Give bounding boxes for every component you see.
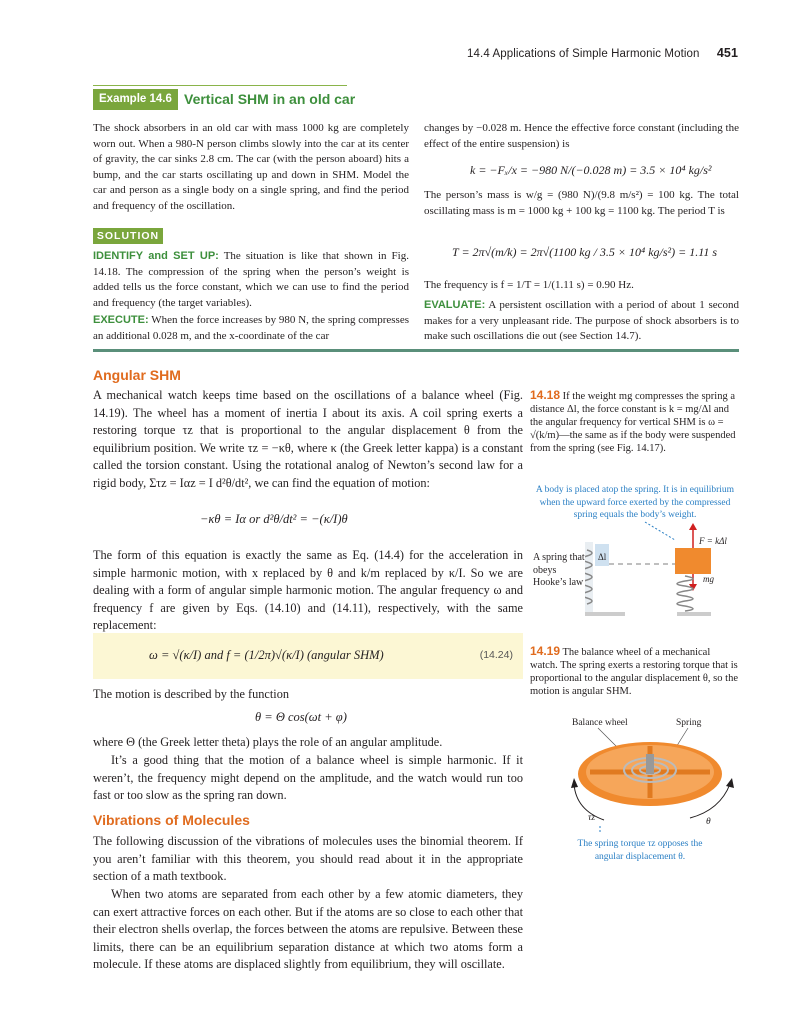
equation-theta: θ = Θ cos(ωt + φ) — [255, 710, 347, 724]
evaluate-text: A persistent oscillation with a period of about 1 second makes for a very unpleasant ride. The purpose of shock absorbers is to make such oscillations die out (see Section 14.7). — [424, 299, 739, 343]
fig-14-19-note: The spring torque τz opposes the angular displacement θ. — [577, 839, 703, 862]
example-end-rule — [93, 349, 739, 352]
molecules-paragraph-1: The following discussion of the vibrations of molecules uses the binomial theorem. If you aren’t familiar with this theorem, you should read about it in the appropriate section of a math textbook. — [93, 834, 523, 884]
fig-14-19-caption — [530, 645, 740, 698]
example-right-text-3: The frequency is f = 1/T = 1/(1.11 s) = 0.90 Hz. — [424, 279, 634, 291]
balance-wheel-label: Balance wheel — [572, 718, 628, 728]
note-pointer-line — [645, 522, 675, 540]
force-label: F = kΔl — [699, 536, 727, 546]
equation-motion: −κθ = Iα or d²θ/dt² = −(κ/I)θ — [200, 512, 348, 526]
fig-14-18-diagram — [585, 520, 745, 620]
fig-14-18-caption-text: If the weight mg compresses the spring a distance Δl, the force constant is k = mg/Δl and the angular frequency for vertical SHM is ω = √(k/m)—the same as if the body were suspended from the spring (see Fig. 14.17). — [530, 391, 736, 454]
execute-paragraph — [93, 313, 409, 344]
theta-label: θ — [706, 817, 711, 827]
spring-right-coil — [677, 576, 693, 611]
identify-label: IDENTIFY and SET UP: — [93, 250, 219, 262]
example-right-text-1: changes by −0.028 m. Hence the effective force constant (including the effect of the entire suspension) is — [424, 122, 739, 150]
page-number: 451 — [716, 46, 738, 60]
equation-k: k = −Fₓ/x = −980 N/(−0.028 m) = 3.5 × 10⁴ kg/s² — [470, 163, 712, 177]
spring-left-base — [585, 612, 625, 616]
fig-14-19-caption-text: The balance wheel of a mechanical watch. The spring exerts a restoring torque that is proportional to the angular displacement θ, so the motion is angular SHM. — [530, 647, 738, 697]
section-heading-angular-shm: Angular SHM — [93, 367, 181, 383]
angular-paragraph-5: It’s a good thing that the motion of a balance wheel is simple harmonic. If it weren’t, the frequency might depend on the amplitude, and the watch would run too fast or too slow as the spring ran down. — [93, 753, 523, 803]
equation-number: (14.24) — [479, 649, 513, 661]
wheel-leader-line — [598, 728, 618, 748]
fig-14-19-number: 14.19 — [530, 644, 561, 658]
wheel-axle — [646, 754, 654, 774]
running-head — [467, 46, 738, 60]
fig-14-18-number: 14.18 — [530, 388, 561, 402]
fig-14-18-spring-label: A spring that obeys Hooke’s law — [533, 552, 585, 588]
equation-T: T = 2π√(m/k) = 2π√(1100 kg / 3.5 × 10⁴ kg/s²) = 1.11 s — [452, 245, 718, 259]
example-problem: The shock absorbers in an old car with mass 1000 kg are completely worn out. When a 980-N person climbs slowly into the car at its center of gravity, the car sinks 2.8 cm. The car (with the person aboard) hits a bump, and the car starts oscillating up and down in SHM. Model the car and person as a single body on a single spring, and find the period and frequency of the oscillation. — [93, 122, 409, 212]
force-arrow-up-head — [689, 523, 697, 530]
theta-arrow-head — [726, 778, 734, 788]
solution-label: SOLUTION — [93, 228, 163, 244]
evaluate-label: EVALUATE: — [424, 299, 486, 311]
block — [675, 548, 711, 574]
weight-label: mg — [703, 574, 714, 584]
section-heading-molecules: Vibrations of Molecules — [93, 812, 250, 828]
fig-14-19-diagram — [560, 714, 740, 834]
fig-14-18-note: A body is placed atop the spring. It is in equilibrium when the upward force exerted by the compressed spring equals the body’s weight. — [535, 485, 735, 520]
execute-label: EXECUTE: — [93, 314, 149, 326]
angular-paragraph-4: where Θ (the Greek letter theta) plays the role of an angular amplitude. — [93, 735, 443, 749]
tau-label: τz — [588, 813, 596, 823]
identify-paragraph — [93, 249, 409, 311]
equation-angular-shm: ω = √(κ/I) and f = (1/2π)√(κ/I) (angular SHM) — [149, 648, 384, 662]
example-label: Example 14.6 — [93, 89, 178, 110]
example-right-text-2: The person’s mass is w/g = (980 N)/(9.8 m/s²) = 100 kg. The total oscillating mass is m = 1000 kg + 100 kg = 1100 kg. The period T is — [424, 189, 739, 217]
identify-text: The situation is like that shown in Fig. 14.18. The compression of the spring when the person’s weight is added tells us the force constant, which we can use to find the period and frequency (the target variables). — [93, 250, 409, 309]
fig-14-18-caption — [530, 389, 740, 455]
torque-arrow-head — [571, 778, 578, 788]
evaluate-paragraph — [424, 298, 739, 345]
execute-text: When the force increases by 980 N, the spring compresses an additional 0.028 m, and the x-coordinate of the car — [93, 314, 409, 342]
example-title: Vertical SHM in an old car — [184, 91, 356, 107]
molecules-paragraph-2: When two atoms are separated from each other by a few atomic diameters, they can exert attractive forces on each other. But if the atoms are so close to each other that their electron shells overlap, the forces between the atoms are repulsive. Between these limits, there can be an equilibrium separation distance at which two atoms form a molecule. If these atoms are displaced slightly from equilibrium, they will oscillate. — [93, 887, 523, 972]
angular-paragraph-2: The form of this equation is exactly the same as Eq. (14.4) for the acceleration in simple harmonic motion, with x replaced by θ and k/m replaced by κ/I. So we are dealing with a form of angular simple harmonic motion. The angular frequency ω and frequency f are given by Eqs. (14.10) and (14.11), respectively, with the same replacement: — [93, 548, 523, 633]
delta-l-label: Δl — [598, 552, 607, 562]
equation-box — [93, 633, 523, 679]
angular-paragraph-3: The motion is described by the function — [93, 687, 290, 701]
angular-paragraph-1: A mechanical watch keeps time based on the oscillations of a balance wheel (Fig. 14.19). The wheel has a moment of inertia I about its axis. A coil spring exerts a restoring torque τz that is proportional to the angular displacement θ from the equilibrium position. We write τz = −κθ, where κ (the Greek letter kappa) is a constant called the torsion constant. Using the rotational analog of Newton’s second law for a rigid body, Στz = Iαz = I d²θ/dt², we can find the equation of motion: — [93, 388, 523, 490]
spring-right-base — [677, 612, 711, 616]
spring-label: Spring — [676, 718, 702, 728]
running-head-title: 14.4 Applications of Simple Harmonic Motion — [467, 48, 700, 60]
